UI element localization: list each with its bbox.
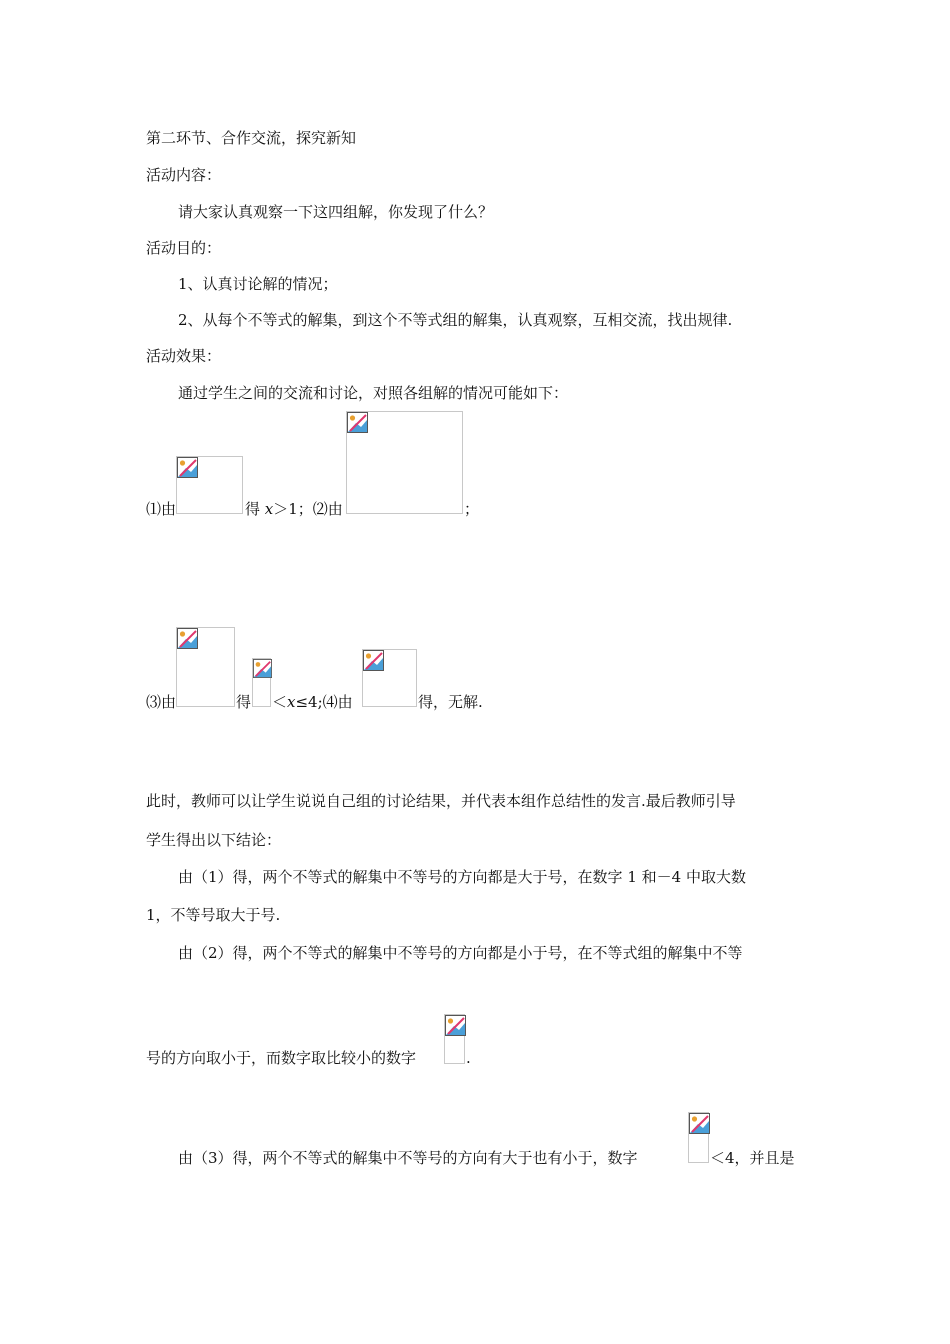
broken-image-icon bbox=[363, 650, 384, 671]
case1-variable: x bbox=[264, 500, 274, 518]
case3-prefix: ⑶由 bbox=[146, 693, 177, 711]
effect-label: 活动效果： bbox=[146, 347, 222, 365]
section-title: 第二环节、合作交流，探究新知 bbox=[146, 129, 357, 147]
case1-mid-text: 得 bbox=[245, 500, 265, 518]
purpose-label: 活动目的： bbox=[146, 239, 222, 257]
teacher-text-line-1: 此时，教师可以让学生说说自己组的讨论结果，并代表本组作总结性的发言.最后教师引导 bbox=[146, 792, 736, 810]
conclusion-2-line-2: 号的方向取小于，而数字取比较小的数字 bbox=[146, 1049, 417, 1067]
case1-result bbox=[245, 499, 343, 519]
purpose-item-1: 1、认真讨论解的情况； bbox=[178, 275, 338, 293]
broken-image-icon bbox=[445, 1015, 466, 1036]
conclusion-2-line-1: 由（2）得，两个不等式的解集中不等号的方向都是小于号，在不等式组的解集中不等 bbox=[178, 944, 743, 962]
content-text: 请大家认真观察一下这四组解，你发现了什么？ bbox=[178, 203, 494, 221]
broken-image-icon bbox=[177, 457, 198, 478]
teacher-text-line-2: 学生得出以下结论： bbox=[146, 831, 282, 849]
case3-post-text: ≤4;⑷由 bbox=[295, 693, 353, 711]
case3-mid-text: 得 bbox=[236, 693, 252, 711]
conclusion-3-line-1-end: ＜4，并且是 bbox=[710, 1149, 795, 1167]
broken-image-icon bbox=[253, 659, 272, 678]
case2-suffix: ； bbox=[464, 500, 480, 518]
conclusion-1-line-1: 由（1）得，两个不等式的解集中不等号的方向都是大于号，在数字 1 和－4 中取大数 bbox=[178, 868, 746, 886]
effect-text: 通过学生之间的交流和讨论，对照各组解的情况可能如下： bbox=[178, 384, 569, 402]
case3-variable: x bbox=[287, 693, 296, 711]
purpose-item-2: 2、从每个不等式的解集，到这个不等式组的解集，认真观察，互相交流，找出规律. bbox=[178, 311, 733, 329]
content-label: 活动内容： bbox=[146, 166, 222, 184]
case1-post-text: ＞1；⑵由 bbox=[273, 500, 343, 518]
case3-result bbox=[272, 692, 353, 712]
case3-less-than: ＜ bbox=[272, 693, 288, 711]
conclusion-2-end: . bbox=[466, 1049, 471, 1067]
formula-image-3 bbox=[176, 627, 235, 707]
conclusion-3-line-1: 由（3）得，两个不等式的解集中不等号的方向有大于也有小于，数字 bbox=[178, 1149, 638, 1167]
broken-image-icon bbox=[347, 412, 368, 433]
formula-image-5 bbox=[362, 649, 417, 707]
case4-suffix: 得，无解. bbox=[418, 693, 483, 711]
formula-image-7 bbox=[688, 1112, 709, 1163]
formula-image-1 bbox=[176, 456, 243, 514]
formula-image-4 bbox=[252, 658, 271, 707]
broken-image-icon bbox=[177, 628, 198, 649]
formula-image-2 bbox=[346, 411, 463, 514]
broken-image-icon bbox=[689, 1113, 710, 1134]
case1-prefix: ⑴由 bbox=[146, 500, 177, 518]
conclusion-1-line-2: 1，不等号取大于号. bbox=[146, 906, 281, 924]
formula-image-6 bbox=[444, 1014, 465, 1064]
